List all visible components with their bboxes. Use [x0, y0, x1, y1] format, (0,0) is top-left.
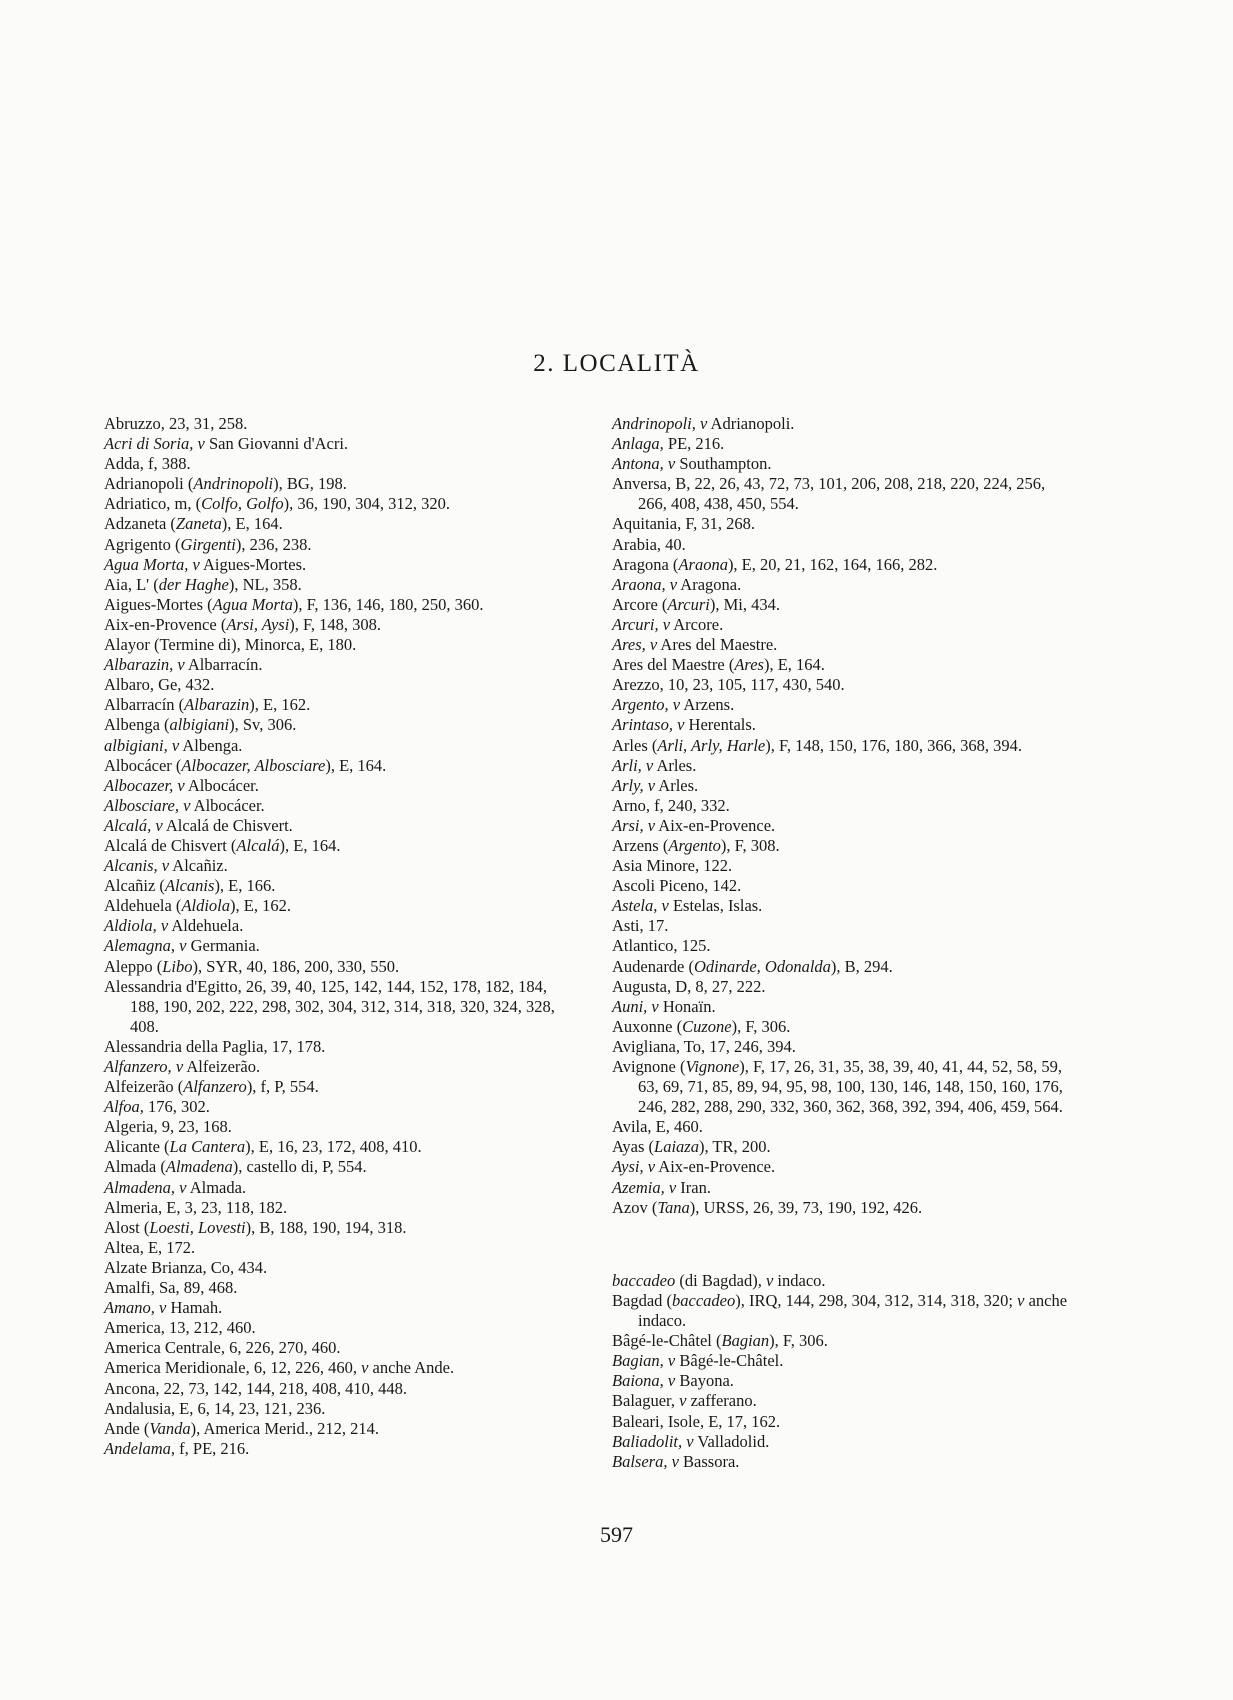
index-entry: Agua Morta, v Aigues-Mortes.	[104, 554, 307, 574]
index-entry: Albarazin, v Albarracín.	[104, 655, 263, 675]
index-entry: Bagdad (baccadeo), IRQ, 144, 298, 304, 312, 314, 318, 320; v anche indaco.	[612, 1290, 1068, 1331]
index-entry: Alcanis, v Alcañiz.	[104, 856, 228, 876]
index-entry: Ares, v Ares del Maestre.	[612, 635, 778, 655]
index-entry: Alfanzero, v Alfeizerão.	[104, 1057, 261, 1076]
index-column-left	[104, 414, 579, 1459]
index-entry: Altea, E, 172.	[104, 1237, 196, 1257]
index-entry: baccadeo (di Bagdad), v indaco.	[612, 1270, 826, 1290]
index-entry: Alcalá de Chisvert (Alcalá), E, 164.	[104, 835, 341, 855]
index-entry: Baliadolit, v Valladolid.	[612, 1431, 770, 1451]
index-entry: Arno, f, 240, 332.	[612, 795, 730, 815]
index-entry: Alzate Brianza, Co, 434.	[104, 1257, 268, 1277]
index-entry: Amalfi, Sa, 89, 468.	[104, 1278, 238, 1298]
index-entry: Alcalá, v Alcalá de Chisvert.	[104, 815, 293, 835]
index-entry: Alcañiz (Alcanis), E, 166.	[104, 876, 276, 896]
index-entry: Ayas (Laiaza), TR, 200.	[612, 1137, 771, 1157]
index-entry: Bagian, v Bâgé-le-Châtel.	[612, 1351, 784, 1371]
index-entry: Astela, v Estelas, Islas.	[612, 896, 763, 916]
index-entry: Acri di Soria, v San Giovanni d'Acri.	[104, 434, 349, 454]
index-entry: Arezzo, 10, 23, 105, 117, 430, 540.	[612, 675, 845, 695]
index-entry: Asia Minore, 122.	[612, 856, 733, 876]
index-entry: Ascoli Piceno, 142.	[612, 876, 742, 896]
index-entry: Azemia, v Iran.	[612, 1177, 711, 1197]
index-entry: Albocácer (Albocazer, Albosciare), E, 164.	[104, 755, 387, 775]
page-title: 2. LOCALITÀ	[533, 350, 700, 377]
index-entry: Argento, v Arzens.	[612, 695, 735, 715]
index-entry: Balaguer, v zafferano.	[612, 1391, 757, 1411]
index-entry: Arintaso, v Herentals.	[612, 715, 756, 735]
index-entry: America Meridionale, 6, 12, 226, 460, v anche Ande.	[104, 1358, 455, 1378]
index-entry: Aleppo (Libo), SYR, 40, 186, 200, 330, 550.	[104, 956, 400, 976]
index-entry: Auxonne (Cuzone), F, 306.	[612, 1016, 791, 1036]
index-entry: Ande (Vanda), America Merid., 212, 214.	[104, 1418, 379, 1438]
index-entry: Albosciare, v Albocácer.	[104, 795, 265, 815]
index-entry: Adda, f, 388.	[104, 454, 191, 474]
index-entry: Adrianopoli (Andrinopoli), BG, 198.	[104, 474, 347, 494]
index-entry: Alfeizerão (Alfanzero), f, P, 554.	[104, 1077, 319, 1097]
index-entry: Almeria, E, 3, 23, 118, 182.	[104, 1197, 288, 1217]
index-entry: Albocazer, v Albocácer.	[104, 775, 259, 795]
index-entry: Atlantico, 125.	[612, 936, 711, 956]
index-entry: Aldiola, v Aldehuela.	[104, 916, 244, 936]
index-entry: Aragona (Araona), E, 20, 21, 162, 164, 166, 282.	[612, 554, 938, 574]
index-entry: Aia, L' (der Haghe), NL, 358.	[104, 574, 302, 594]
index-entry: Arcore (Arcuri), Mi, 434.	[612, 594, 781, 614]
index-entry: Anversa, B, 22, 26, 43, 72, 73, 101, 206, 208, 218, 220, 224, 256, 266, 408, 438, 450, 554.	[612, 474, 1046, 514]
index-entry: Albaro, Ge, 432.	[104, 675, 215, 695]
index-entry: Amano, v Hamah.	[104, 1298, 223, 1318]
index-column-right	[612, 414, 1072, 1472]
index-entry: Alessandria della Paglia, 17, 178.	[104, 1036, 326, 1056]
index-entry: Andrinopoli, v Adrianopoli.	[612, 414, 795, 433]
index-entry: Aysi, v Aix-en-Provence.	[612, 1157, 776, 1177]
index-entry: Alicante (La Cantera), E, 16, 23, 172, 408, 410.	[104, 1137, 422, 1157]
index-entry: Audenarde (Odinarde, Odonalda), B, 294.	[612, 956, 893, 976]
index-entry: Arli, v Arles.	[612, 755, 697, 775]
index-entry: Baiona, v Bayona.	[612, 1371, 734, 1391]
index-entry: Alfoa, 176, 302.	[104, 1097, 210, 1117]
index-entry: Almada (Almadena), castello di, P, 554.	[104, 1157, 367, 1177]
index-entry: Abruzzo, 23, 31, 258.	[104, 414, 248, 433]
index-entry: Arsi, v Aix-en-Provence.	[612, 815, 776, 835]
index-entry: Arcuri, v Arcore.	[612, 614, 724, 634]
index-entry: Auni, v Honaïn.	[612, 996, 716, 1016]
index-entry: Adzaneta (Zaneta), E, 164.	[104, 514, 283, 534]
index-entry: Adriatico, m, (Colfo, Golfo), 36, 190, 304, 312, 320.	[104, 494, 451, 514]
index-entry: Algeria, 9, 23, 168.	[104, 1117, 232, 1137]
index-entry: Alost (Loesti, Lovesti), B, 188, 190, 194, 318.	[104, 1217, 407, 1237]
index-entry: Arzens (Argento), F, 308.	[612, 835, 780, 855]
index-entry: Albenga (albigiani), Sv, 306.	[104, 715, 297, 735]
index-entry: Aquitania, F, 31, 268.	[612, 514, 756, 534]
index-entry: Antona, v Southampton.	[612, 454, 772, 474]
index-entry: Anlaga, PE, 216.	[612, 434, 725, 454]
index-entry: Avignone (Vignone), F, 17, 26, 31, 35, 38, 39, 40, 41, 44, 52, 58, 59, 63, 69, 71, 85, 89, 94, 95, 98, 100, 130, 146, 148, 150, 160, 176, 246, 282, 288, 290, 332, 360, 362, 368, 392, 394, 406, 459, 564.	[612, 1057, 1063, 1117]
index-entry: Avigliana, To, 17, 246, 394.	[612, 1036, 796, 1056]
index-entry: Ancona, 22, 73, 142, 144, 218, 408, 410, 448.	[104, 1378, 407, 1398]
index-entry: Augusta, D, 8, 27, 222.	[612, 976, 766, 996]
index-entry: Albarracín (Albarazin), E, 162.	[104, 695, 311, 715]
index-entry: Balsera, v Bassora.	[612, 1451, 740, 1471]
index-entry: albigiani, v Albenga.	[104, 735, 243, 755]
index-entry: Arles (Arli, Arly, Harle), F, 148, 150, 176, 180, 366, 368, 394.	[612, 735, 1022, 755]
index-entry: Alayor (Termine di), Minorca, E, 180.	[104, 635, 357, 655]
index-entry: Arly, v Arles.	[612, 775, 699, 795]
index-entry: Azov (Tana), URSS, 26, 39, 73, 190, 192, 426.	[612, 1197, 923, 1217]
index-entry: Almadena, v Almada.	[104, 1177, 247, 1197]
index-entry: Araona, v Aragona.	[612, 574, 742, 594]
index-entry: Alemagna, v Germania.	[104, 936, 260, 956]
index-entry: Bâgé-le-Châtel (Bagian), F, 306.	[612, 1331, 828, 1351]
index-entry: Alessandria d'Egitto, 26, 39, 40, 125, 142, 144, 152, 178, 182, 184, 188, 190, 202, 222, 298, 302, 304, 312, 314, 318, 320, 324, 328, 408.	[104, 976, 555, 1036]
index-entry: Baleari, Isole, E, 17, 162.	[612, 1411, 781, 1431]
index-entry: America Centrale, 6, 226, 270, 460.	[104, 1338, 341, 1358]
index-entry: Aix-en-Provence (Arsi, Aysi), F, 148, 308.	[104, 614, 382, 634]
index-entry: Arabia, 40.	[612, 534, 686, 554]
index-entry: Aldehuela (Aldiola), E, 162.	[104, 896, 291, 916]
index-entry: Aigues-Mortes (Agua Morta), F, 136, 146, 180, 250, 360.	[104, 594, 484, 614]
index-entry: Avila, E, 460.	[612, 1117, 703, 1137]
page-number: 597	[600, 1522, 633, 1547]
index-entry: Ares del Maestre (Ares), E, 164.	[612, 655, 825, 675]
index-entry: Agrigento (Girgenti), 236, 238.	[104, 534, 312, 554]
index-entry: America, 13, 212, 460.	[104, 1318, 256, 1338]
index-entry: Andalusia, E, 6, 14, 23, 121, 236.	[104, 1398, 326, 1418]
index-entry: Asti, 17.	[612, 916, 669, 936]
index-entry: Andelama, f, PE, 216.	[104, 1438, 250, 1458]
section-gap	[612, 1234, 1072, 1254]
